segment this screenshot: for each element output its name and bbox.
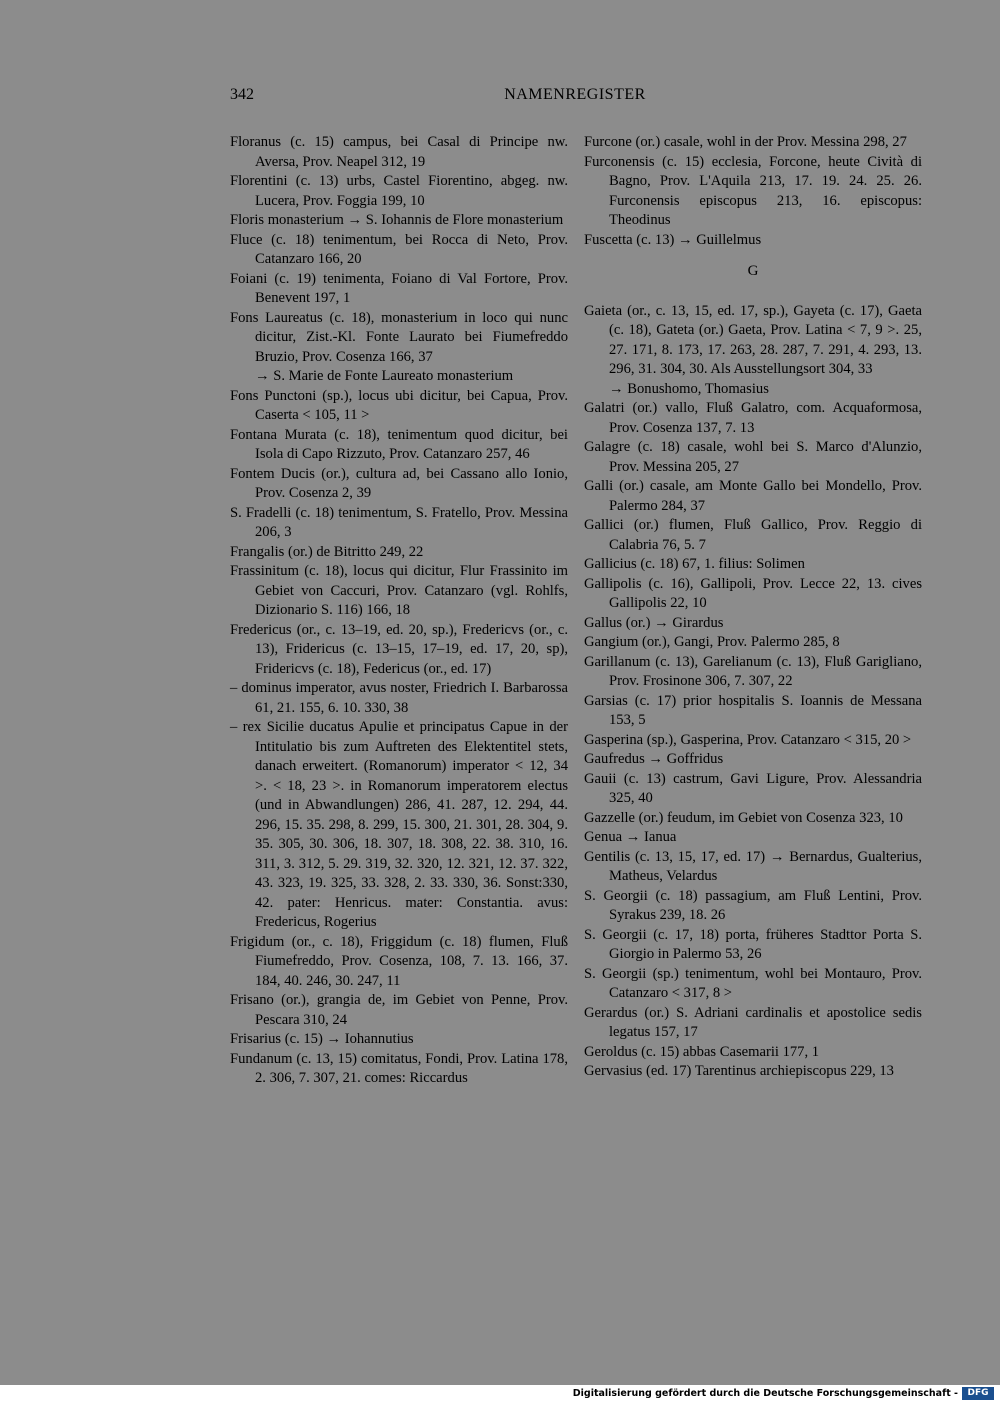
index-entry: Frisarius (c. 15) → Iohannutius <box>230 1031 414 1047</box>
index-entry: Gaieta (or., c. 13, 15, ed. 17, sp.), Gayeta (c. 17), Gaeta (c. 18), Gateta (or.) Gaeta, Prov. Latina < 7, 9 >. 25, 27. 171, 8. 173, 17. 263, 28. 287, 7. 291, 4. 293, 13. 296, 31. 304, 30. Als Ausstellungsort 304, 33 <box>584 302 922 377</box>
page-number: 342 <box>230 86 254 103</box>
dfg-logo[interactable]: DFG <box>962 1387 994 1400</box>
index-entry: Fredericus (or., c. 13–19, ed. 20, sp.), Fredericvs (or., c. 13), Fridericus (c. 13–15, 17–19, ed. 17, 20, sp), Fridericvs (c. 18), Federicus (or., ed. 17) <box>230 621 568 677</box>
index-entry: Floris monasterium → S. Iohannis de Flore monasterium <box>230 212 564 228</box>
index-entry: Genua → Ianua <box>584 829 677 845</box>
index-entry: Gauii (c. 13) castrum, Gavi Ligure, Prov. Alessandria 325, 40 <box>584 770 922 806</box>
index-entry: Frisano (or.), grangia de, im Gebiet von Penne, Prov. Pescara 310, 24 <box>230 992 568 1028</box>
index-entry: S. Georgii (c. 18) passagium, am Fluß Lentini, Prov. Syrakus 239, 18. 26 <box>584 887 922 923</box>
index-entry: Florentini (c. 13) urbs, Castel Fiorentino, abgeg. nw. Lucera, Prov. Foggia 199, 10 <box>230 173 568 209</box>
index-entry: Gentilis (c. 13, 15, 17, ed. 17) → Bernardus, Gualterius, Matheus, Velardus <box>584 848 922 884</box>
index-entry: Geroldus (c. 15) abbas Casemarii 177, 1 <box>584 1043 820 1060</box>
footer-credit: Digitalisierung gefördert durch die Deutsche Forschungsgemeinschaft - <box>572 1388 958 1399</box>
footer-bar <box>0 1385 1000 1402</box>
index-entry: Fluce (c. 18) tenimentum, bei Rocca di Neto, Prov. Catanzaro 166, 20 <box>230 231 568 267</box>
index-entry: Gallici (or.) flumen, Fluß Gallico, Prov. Reggio di Calabria 76, 5. 7 <box>584 517 922 553</box>
page-header <box>230 86 920 112</box>
index-entry: Floranus (c. 15) campus, bei Casal di Principe nw. Aversa, Prov. Neapel 312, 19 <box>230 134 568 170</box>
index-entry: Frigidum (or., c. 18), Friggidum (c. 18) flumen, Fluß Fiumefreddo, Prov. Cosenza, 108, 7. 13. 166, 37. 184, 40. 246, 30. 247, 11 <box>230 933 568 989</box>
index-entry: Fontana Murata (c. 18), tenimentum quod dicitur, bei Isola di Capo Rizzuto, Prov. Catanzaro 257, 46 <box>230 426 568 462</box>
index-entry: Fontem Ducis (or.), cultura ad, bei Cassano allo Ionio, Prov. Cosenza 2, 39 <box>230 465 568 501</box>
index-entry: Gerardus (or.) S. Adriani cardinalis et apostolice sedis legatus 157, 17 <box>584 1004 922 1040</box>
index-entry: Foiani (c. 19) tenimenta, Foiano di Val Fortore, Prov. Benevent 197, 1 <box>230 270 568 306</box>
index-entry: Gazzelle (or.) feudum, im Gebiet von Cosenza 323, 10 <box>584 809 903 826</box>
page-title: NAMENREGISTER <box>504 86 646 103</box>
index-entry: S. Georgii (sp.) tenimentum, wohl bei Montauro, Prov. Catanzaro < 317, 8 > <box>584 965 922 1001</box>
index-column-left <box>230 133 568 1089</box>
index-entry: Garsias (c. 17) prior hospitalis S. Ioannis de Messana 153, 5 <box>584 692 922 728</box>
index-cross-reference: → S. Marie de Fonte Laureato monasterium <box>255 368 514 384</box>
index-column-right <box>584 133 922 1082</box>
index-entry: Gallipolis (c. 16), Gallipoli, Prov. Lecce 22, 13. cives Gallipolis 22, 10 <box>584 575 922 611</box>
index-entry: Fuscetta (c. 13) → Guillelmus <box>584 231 762 248</box>
index-entry: Fons Laureatus (c. 18), monasterium in loco qui nunc dicitur, Zist.-Kl. Fonte Laurato bei Fiumefreddo Bruzio, Prov. Cosenza 166, 37 <box>230 309 568 365</box>
index-entry: Furconensis (c. 15) ecclesia, Forcone, heute Cività di Bagno, Prov. L'Aquila 213, 17. 19. 24. 25. 26. Furconensis episcopus 213, 16. episcopus: Theodinus <box>584 153 922 228</box>
index-entry: Gaufredus → Goffridus <box>584 751 724 767</box>
index-entry: Fons Punctoni (sp.), locus ubi dicitur, bei Capua, Prov. Caserta < 105, 11 > <box>230 387 568 423</box>
index-entry: Gallus (or.) → Girardus <box>584 614 724 631</box>
index-entry: Gallicius (c. 18) 67, 1. filius: Solimen <box>584 556 805 572</box>
index-entry: Gasperina (sp.), Gasperina, Prov. Catanzaro < 315, 20 > <box>584 731 912 748</box>
index-cross-reference: → Bonushomo, Thomasius <box>609 380 769 397</box>
index-entry: Galagre (c. 18) casale, wohl bei S. Marco d'Alunzio, Prov. Messina 205, 27 <box>584 439 922 475</box>
index-entry: Furcone (or.) casale, wohl in der Prov. Messina 298, 27 <box>584 134 907 150</box>
index-entry: Garillanum (c. 13), Garelianum (c. 13), Fluß Garigliano, Prov. Frosinone 306, 7. 307, 22 <box>584 653 922 689</box>
index-entry: S. Fradelli (c. 18) tenimentum, S. Fratello, Prov. Messina 206, 3 <box>230 504 568 540</box>
section-letter: G <box>747 263 759 279</box>
index-entry: Frangalis (or.) de Bitritto 249, 22 <box>230 543 424 560</box>
index-entry: S. Georgii (c. 17, 18) porta, früheres Stadttor Porta S. Giorgio in Palermo 53, 26 <box>584 926 922 962</box>
index-entry: Galli (or.) casale, am Monte Gallo bei Mondello, Prov. Palermo 284, 37 <box>584 478 922 514</box>
index-entry: Fundanum (c. 13, 15) comitatus, Fondi, Prov. Latina 178, 2. 306, 7. 307, 21. comes: Riccardus <box>230 1050 568 1086</box>
index-entry: Gervasius (ed. 17) Tarentinus archiepiscopus 229, 13 <box>584 1063 894 1079</box>
index-entry: Frassinitum (c. 18), locus qui dicitur, Flur Frassinito im Gebiet von Caccuri, Prov. Catanzaro (vgl. Rohlfs, Dizionario S. 116) 166, 18 <box>230 563 568 618</box>
index-subentry: – rex Sicilie ducatus Apulie et principatus Capue in der Intitulatio bis zum Auftreten des Elektentitel stets, danach erweitert. (Romanorum) imperator < 12, 34 >. < 18, 23 >. in Romanorum imperatorem electus (und in Abwandlungen) 286, 41. 287, 12. 294, 44. 296, 15. 35. 298, 8. 299, 15. 300, 21. 301, 28. 304, 9. 35. 305, 30. 306, 18. 307, 18. 308, 22. 38. 310, 16. 311, 3. 312, 5. 29. 319, 32. 320, 12. 321, 12. 37. 322, 43. 323, 19. 325, 33. 328, 2. 33. 330, 36. Sonst:330, 42. pater: Henricus. mater: Constantia. avus: Fredericus, Rogerius <box>230 719 568 930</box>
index-subentry: – dominus imperator, avus noster, Friedrich I. Barbarossa 61, 21. 155, 6. 10. 330, 38 <box>230 680 568 716</box>
index-entry: Gangium (or.), Gangi, Prov. Palermo 285, 8 <box>584 634 840 650</box>
index-entry: Galatri (or.) vallo, Fluß Galatro, com. Acquaformosa, Prov. Cosenza 137, 7. 13 <box>584 400 922 436</box>
